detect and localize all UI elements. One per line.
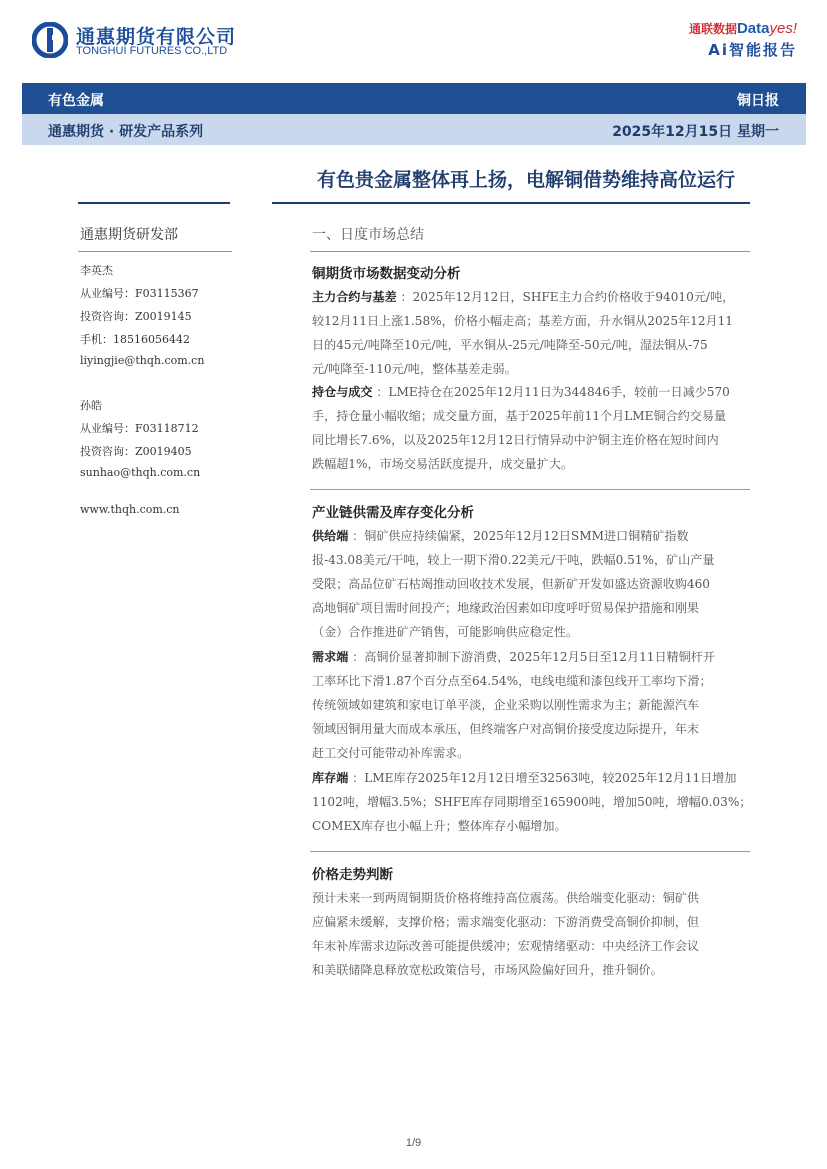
dept-divider — [78, 251, 232, 252]
analyst-phone: 手机：18516056442 — [80, 333, 190, 346]
ai-report-label: Ai智能报告 — [708, 41, 797, 59]
para-line-1: 需求端 ：高铜价显著抑制下游消费，2025年12月5日至12月11日精铜杆开 — [312, 650, 715, 664]
analyst-license: 从业编号：F03115367 — [80, 287, 199, 300]
para-line: 和美联储降息释放宽松政策信号，市场风险偏好回升，推升铜价。 — [312, 963, 663, 977]
analyst-email[interactable]: liyingjie@thqh.com.cn — [80, 354, 205, 367]
para-line: 同比增长7.6%，以及2025年12月12日行情异动中沪铜主连价格在短时间内 — [312, 433, 719, 447]
brand-data: Data — [736, 20, 770, 37]
analyst-email[interactable]: sunhao@thqh.com.cn — [80, 466, 201, 479]
section-title: 一、日度市场总结 — [312, 227, 424, 243]
analyst-advisory: 投资咨询：Z0019405 — [80, 445, 192, 458]
category-label: 有色金属 — [48, 93, 104, 109]
para-line: （金）合作推进矿产销售，可能影响供应稳定性。 — [312, 625, 579, 639]
para-line: 工率环比下滑1.87个百分点至64.54%，电线电缆和漆包线开工率均下滑； — [312, 674, 712, 688]
report-date: 2025年12月15日 星期一 — [612, 124, 779, 140]
block-divider — [310, 489, 750, 490]
title-rule-right — [272, 202, 750, 204]
analyst-advisory: 投资咨询：Z0019145 — [80, 310, 192, 323]
para-line: 跌幅超1%，市场交易活跃度提升，成交量扩大。 — [312, 457, 574, 471]
para-line: 较12月11日上涨1.58%，价格小幅走高；基差方面，升水铜从2025年12月11 — [312, 314, 734, 328]
website-link[interactable]: www.thqh.com.cn — [80, 503, 180, 516]
para-line-1: 主力合约与基差 ：2025年12月12日，SHFE主力合约价格收于94010元/吨， — [312, 290, 735, 304]
para-line: 1102吨，增幅3.5%；SHFE库存同期增至165900吨，增加50吨，增幅0.03%； — [312, 795, 752, 809]
block1-paragraph-2 — [312, 380, 752, 476]
para-label: 主力合约与基差 — [312, 290, 397, 304]
block-divider — [310, 851, 750, 852]
block3-paragraph — [312, 886, 752, 982]
block2-heading: 产业链供需及库存变化分析 — [312, 505, 474, 521]
para-line: 日的45元/吨降至10元/吨，平水铜从-25元/吨降至-50元/吨，湿法铜从-75 — [312, 338, 708, 352]
section-divider — [310, 251, 750, 252]
brand-prefix: 通联数据 — [688, 22, 737, 36]
block2-paragraph-3 — [312, 766, 752, 838]
analyst-license: 从业编号：F03118712 — [80, 422, 199, 435]
para-line: 报-43.08美元/干吨，较上一期下滑0.22美元/干吨，跌幅0.51%，矿山产量 — [312, 553, 715, 567]
report-type-label: 铜日报 — [737, 93, 779, 109]
company-name-en: TONGHUI FUTURES CO.,LTD — [76, 45, 228, 57]
para-label: 需求端 — [312, 650, 349, 664]
para-line: 领域因铜用量大而成本承压，但终端客户对高铜价接受度边际提升，年末 — [312, 722, 700, 736]
research-dept: 通惠期货研发部 — [80, 227, 178, 243]
para-label: 库存端 — [312, 771, 349, 785]
page-number: 1/9 — [405, 1137, 422, 1149]
para-line: 手，持仓量小幅收缩；成交量方面，基于2025年前11个月LME铜合约交易量 — [312, 409, 727, 423]
company-name-cn: 通惠期货有限公司 — [76, 26, 237, 48]
para-line: COMEX库存也小幅上升；整体库存小幅增加。 — [312, 819, 567, 833]
para-line: 年末补库需求边际改善可能提供缓冲；宏观情绪驱动：中央经济工作会议 — [312, 939, 700, 953]
report-title: 有色贵金属整体再上扬，电解铜借势维持高位运行 — [316, 169, 735, 191]
para-line: 传统领域如建筑和家电订单平淡，企业采购以刚性需求为主；新能源汽车 — [312, 698, 700, 712]
para-line-1: 库存端 ：LME库存2025年12月12日增至32563吨，较2025年12月11日增加 — [312, 771, 737, 785]
block1-paragraph-1 — [312, 285, 752, 381]
block3-heading: 价格走势判断 — [312, 867, 393, 883]
block1-heading: 铜期货市场数据变动分析 — [312, 266, 461, 282]
analyst-name: 李英杰 — [80, 264, 113, 277]
title-rule-left — [78, 202, 230, 204]
para-line: 赶工交付可能带动补库需求。 — [312, 746, 470, 760]
para-line-1: 供给端 ：铜矿供应持续偏紧，2025年12月12日SMM进口铜精矿指数 — [312, 529, 689, 543]
para-label: 供给端 — [312, 529, 349, 543]
company-logo-icon — [32, 22, 68, 58]
banner-top — [22, 83, 806, 114]
para-line-1: 持仓与成交 ：LME持仓在2025年12月11日为344846手，较前一日减少570 — [312, 385, 730, 399]
series-label: 通惠期货 · 研发产品系列 — [48, 124, 204, 140]
brand-yes: yes! — [769, 20, 797, 37]
para-line: 应偏紧未缓解，支撑价格；需求端变化驱动：下游消费受高铜价抑制，但 — [312, 915, 700, 929]
block2-paragraph-1 — [312, 524, 752, 644]
datayes-logo — [689, 20, 797, 37]
block2-paragraph-2 — [312, 645, 752, 765]
analyst-name: 孙皓 — [80, 399, 102, 412]
para-line: 高地铜矿项目需时间投产；地缘政治因素如印度呼吁贸易保护措施和刚果 — [312, 601, 700, 615]
para-line: 受限；高品位矿石枯竭推动回收技术发展，但新矿开发如盛达资源收购460 — [312, 577, 710, 591]
para-line: 预计未来一到两周铜期货价格将维持高位震荡。供给端变化驱动：铜矿供 — [312, 891, 700, 905]
para-line: 元/吨降至-110元/吨，整体基差走弱。 — [312, 362, 517, 376]
para-label: 持仓与成交 — [312, 385, 373, 399]
